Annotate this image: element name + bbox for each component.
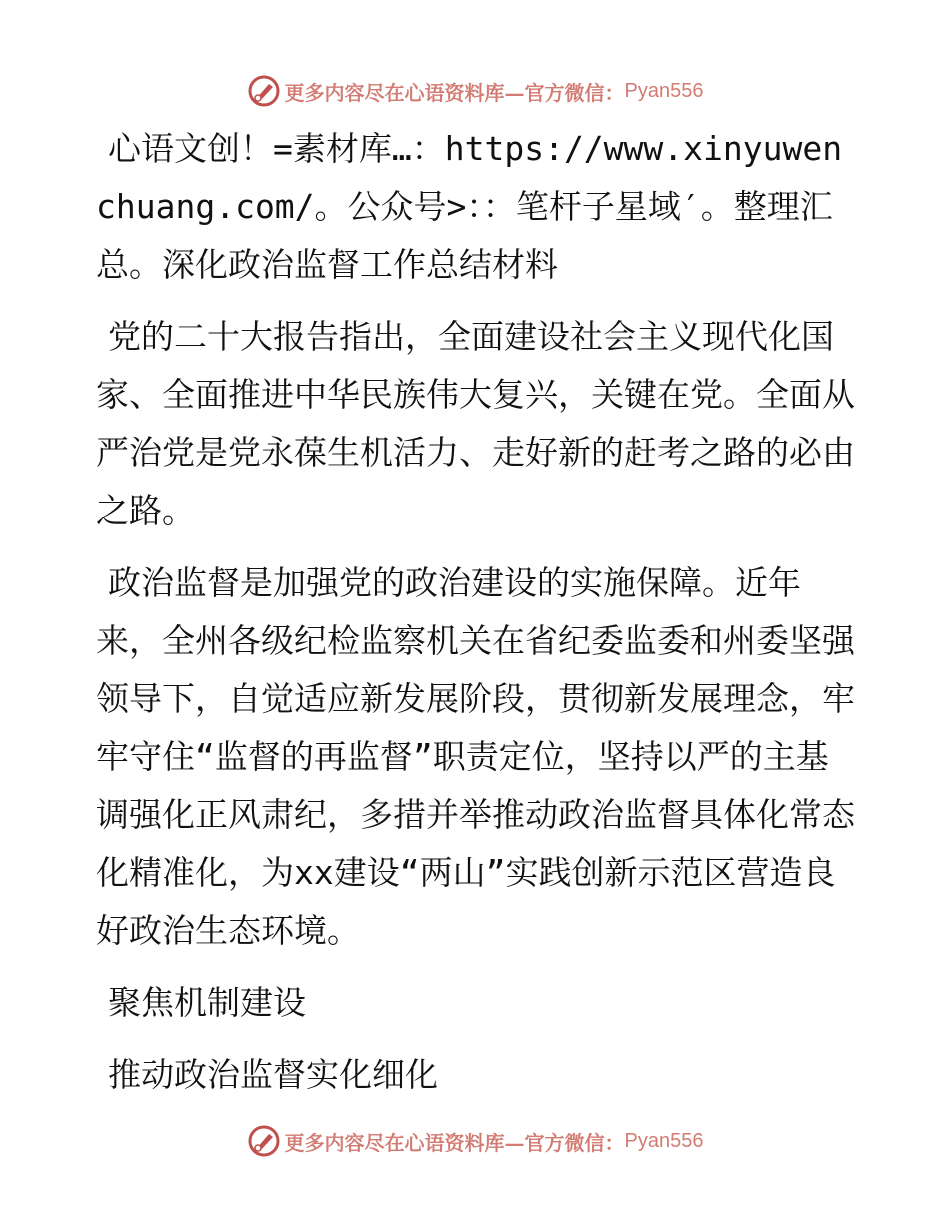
watermark-text: 更多内容尽在心语资料库—官方微信： bbox=[284, 1130, 625, 1155]
document-body bbox=[96, 120, 856, 1104]
section-heading: 聚焦机制建设 bbox=[108, 983, 306, 1022]
body-paragraph: 政治监督是加强党的政治建设的实施保障。近年来，全州各级纪检监察机关在省纪委监委和州委坚强领导下，自觉适应新发展阶段，贯彻新发展理念，牢牢守住“监督的再监督”职责定位，坚持以严的主基调强化正风肃纪，多措并举推动政治监督具体化常态化精准化，为xx建设“两山”实践创新示范区营造良好政治生态环境。 bbox=[96, 563, 855, 950]
body-paragraph: 党的二十大报告指出，全面建设社会主义现代化国家、全面推进中华民族伟大复兴，关键在党。全面从严治党是党永葆生机活力、走好新的赶考之路的必由之路。 bbox=[96, 317, 855, 530]
brush-logo-icon bbox=[247, 1124, 281, 1158]
watermark-wechat-id: Pyan556 bbox=[624, 1129, 704, 1152]
section-heading: 推动政治监督实化细化 bbox=[108, 1055, 438, 1094]
header-watermark-banner bbox=[0, 71, 950, 111]
watermark-text: 更多内容尽在心语资料库—官方微信： bbox=[284, 80, 625, 105]
footer-watermark-banner bbox=[0, 1121, 950, 1161]
intro-paragraph: 心语文创！=素材库…：https://www.xinyuwenchuang.com/。公众号>：：笔杆子星域′。整理汇总。深化政治监督工作总结材料 bbox=[96, 129, 843, 284]
brush-logo-icon bbox=[247, 74, 281, 108]
watermark-wechat-id: Pyan556 bbox=[624, 79, 704, 102]
